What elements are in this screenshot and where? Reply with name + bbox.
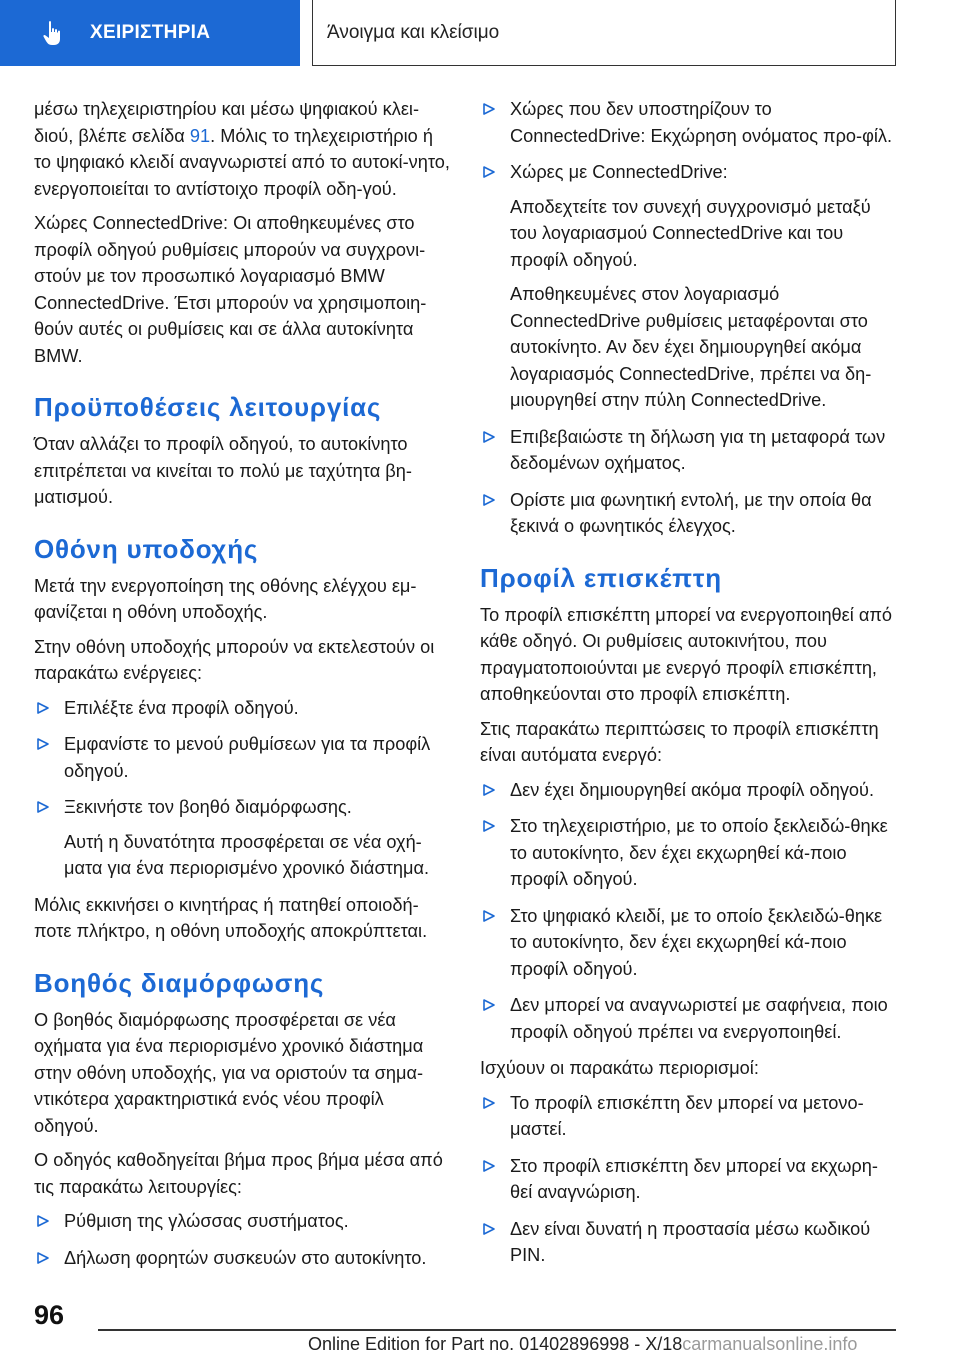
list-item-text: Επιλέξτε ένα προφίλ οδηγού. [64, 697, 299, 718]
section-heading: Προϋποθέσεις λειτουργίας [34, 392, 382, 422]
list-item [480, 813, 898, 893]
list-item-text: Ρύθμιση της γλώσσας συστήματος. [64, 1211, 349, 1231]
triangle-right-icon [36, 737, 50, 751]
paragraph: Μετά την ενεργοποίηση της οθόνης ελέγχου εμ‐φανίζεται η οθόνη υποδοχής. [34, 575, 417, 622]
list-item-text: Στο προφίλ επισκέπτη δεν μπορεί να εκχωρη‐θεί αναγνώριση. [510, 1155, 878, 1202]
list-item-text: Ορίστε μια φωνητική εντολή, με την οποία θα ξεκινά ο φωνητικός έλεγχος. [510, 489, 872, 536]
list-item [34, 1208, 452, 1235]
hand-pointer-icon [40, 19, 68, 47]
list-item [34, 1245, 452, 1272]
footer-edition [308, 1334, 857, 1355]
list-item-text: Δήλωση φορητών συσκευών στο αυτοκίνητο. [64, 1247, 427, 1268]
triangle-right-icon [482, 1096, 496, 1110]
list-item-text: Στο ψηφιακό κλειδί, με το οποίο ξεκλειδώ‐θηκε το αυτοκίνητο, δεν έχει εκχωρηθεί κά‐ποιο προφίλ οδηγού. [510, 905, 883, 979]
list-item-subtext: Αυτή η δυνατότητα προσφέρεται σε νέα οχή‐ματα για ένα περιορισμένο χρονικό διάστημα. [64, 831, 430, 878]
bullet-list [480, 777, 898, 1046]
page-header [0, 0, 960, 66]
triangle-right-icon [36, 1251, 50, 1265]
section-heading: Προφίλ επισκέπτη [480, 562, 722, 593]
list-item-text: Δεν είναι δυνατή η προστασία μέσω κωδικού PIN. [510, 1218, 871, 1265]
paragraph: Χώρες ConnectedDrive: Οι αποθηκευμένες στο προφίλ οδηγού ρυθμίσεις μπορούν να συγχρονι‐στούν με τον προσωπικό λογαριασμό BMW ConnectedDrive. Έτσι μπορούν να χρησιμοποιη‐θούν αυτές οι ρυθμίσεις και σε άλλα αυτοκίνητα BMW. [34, 213, 427, 366]
triangle-right-icon [482, 165, 496, 179]
list-item-subtext: Αποδεχτείτε τον συνεχή συγχρονισμό μεταξύ του λογαριασμού ConnectedDrive και του προφίλ οδηγού. [510, 196, 871, 270]
triangle-right-icon [482, 998, 496, 1012]
list-item [34, 794, 452, 882]
text-run: μέσω τηλεχειριστηρίου και μέσω ψηφιακού κλει‐διού, βλέπε σελίδα [34, 99, 420, 146]
section-title: ΧΕΙΡΙΣΤΗΡΙΑ [90, 22, 211, 43]
watermark: carmanualsonline.info [682, 1334, 858, 1354]
paragraph: Το προφίλ επισκέπτη μπορεί να ενεργοποιηθεί από κάθε οδηγό. Οι ρυθμίσεις αυτοκινήτου, που πραγματοποιούνται με ενεργό προφίλ επισκέπτη, αποθηκεύονται στο προφίλ επισκέπτη. [480, 604, 893, 704]
list-item [34, 731, 452, 784]
list-item-text: Χώρες με ConnectedDrive: [510, 162, 728, 182]
list-item [480, 992, 898, 1045]
paragraph: Ο βοηθός διαμόρφωσης προσφέρεται σε νέα οχήματα για ένα περιορισμένο χρονικό διάστημα στην οθόνη υποδοχής, για να οριστούν τα σημα‐ντικότερα χαρακτηριστικά ενός νέου προφίλ οδηγού. [34, 1009, 424, 1136]
paragraph: Ο οδηγός καθοδηγείται βήμα προς βήμα μέσα από τις παρακάτω λειτουργίες: [34, 1150, 443, 1197]
list-item-text: Εμφανίστε το μενού ρυθμίσεων για τα προφίλ οδηγού. [64, 734, 431, 781]
paragraph [34, 96, 452, 202]
paragraph: Ισχύουν οι παρακάτω περιορισμοί: [480, 1058, 759, 1078]
paragraph: Μόλις εκκινήσει ο κινητήρας ή πατηθεί οποιοδή‐ποτε πλήκτρο, η οθόνη υποδοχής αποκρύπτεται. [34, 894, 428, 941]
triangle-right-icon [36, 1214, 50, 1228]
triangle-right-icon [482, 1159, 496, 1173]
edition-text: Online Edition for Part no. 01402896998 - X/18 [308, 1334, 683, 1354]
list-item [480, 1153, 898, 1206]
list-item-text: Χώρες που δεν υποστηρίζουν το ConnectedDrive: Εκχώρηση ονόματος προ‐φίλ. [510, 99, 893, 146]
list-item-text: Επιβεβαιώστε τη δήλωση για τη μεταφορά των δεδομένων οχήματος. [510, 426, 886, 473]
bullet-list [480, 96, 898, 540]
paragraph: Στην οθόνη υποδοχής μπορούν να εκτελεστούν οι παρακάτω ενέργειες: [34, 636, 435, 683]
list-item-text: Ξεκινήστε τον βοηθό διαμόρφωσης. [64, 797, 352, 817]
text-run: . Μόλις το τηλεχειριστήριο ή το ψηφιακό κλειδί αναγνωριστεί από το αυτοκί‐νητο, ενεργοποιείται το αντίστοιχο προφίλ οδη‐γού. [34, 125, 450, 199]
triangle-right-icon [482, 102, 496, 116]
section-heading: Βοηθός διαμόρφωσης [34, 967, 325, 998]
list-item [480, 487, 898, 540]
list-item [480, 424, 898, 477]
bullet-list [480, 1090, 898, 1269]
list-item-text: Το προφίλ επισκέπτη δεν μπορεί να μετονο‐μαστεί. [510, 1092, 864, 1139]
list-item [34, 695, 452, 722]
list-item [480, 777, 898, 804]
section-tab [0, 0, 300, 66]
section-heading: Οθόνη υποδοχής [34, 533, 259, 564]
triangle-right-icon [482, 909, 496, 923]
bullet-list [34, 1208, 452, 1271]
list-item-subtext: Αποθηκευμένες στον λογαριασμό ConnectedDrive ρυθμίσεις μεταφέρονται στο αυτοκίνητο. Αν δεν έχει δημιουργηθεί ακόμα λογαριασμός ConnectedDrive, πρέπει να δη‐μιουργηθεί στην πύλη ConnectedDrive. [510, 284, 872, 410]
paragraph: Στις παρακάτω περιπτώσεις το προφίλ επισκέπτη είναι αυτόματα ενεργό: [480, 718, 879, 765]
left-column [34, 96, 452, 1281]
triangle-right-icon [482, 819, 496, 833]
page-link[interactable]: 91 [189, 125, 211, 146]
bullet-list [34, 695, 452, 882]
list-item-text: Δεν έχει δημιουργηθεί ακόμα προφίλ οδηγού. [510, 779, 875, 800]
list-item [480, 96, 898, 149]
list-item [480, 1216, 898, 1269]
list-item [480, 159, 898, 414]
triangle-right-icon [482, 493, 496, 507]
paragraph: Όταν αλλάζει το προφίλ οδηγού, το αυτοκίνητο επιτρέπεται να κινείται το πολύ με ταχύτητα βη‐ματισμού. [34, 434, 412, 507]
breadcrumb-title: Άνοιγμα και κλείσιμο [327, 21, 500, 43]
footer-divider [98, 1329, 896, 1331]
breadcrumb [312, 0, 896, 66]
triangle-right-icon [482, 430, 496, 444]
list-item-text: Δεν μπορεί να αναγνωριστεί με σαφήνεια, ποιο προφίλ οδηγού πρέπει να ενεργοποιηθεί. [510, 995, 888, 1042]
right-column [480, 96, 898, 1279]
list-item [480, 903, 898, 983]
page-number: 96 [34, 1300, 65, 1330]
triangle-right-icon [482, 1222, 496, 1236]
triangle-right-icon [36, 701, 50, 715]
list-item [480, 1090, 898, 1143]
list-item-text: Στο τηλεχειριστήριο, με το οποίο ξεκλειδώ‐θηκε το αυτοκίνητο, δεν έχει εκχωρηθεί κά‐ποιο προφίλ οδηγού. [510, 816, 888, 889]
triangle-right-icon [36, 800, 50, 814]
triangle-right-icon [482, 783, 496, 797]
